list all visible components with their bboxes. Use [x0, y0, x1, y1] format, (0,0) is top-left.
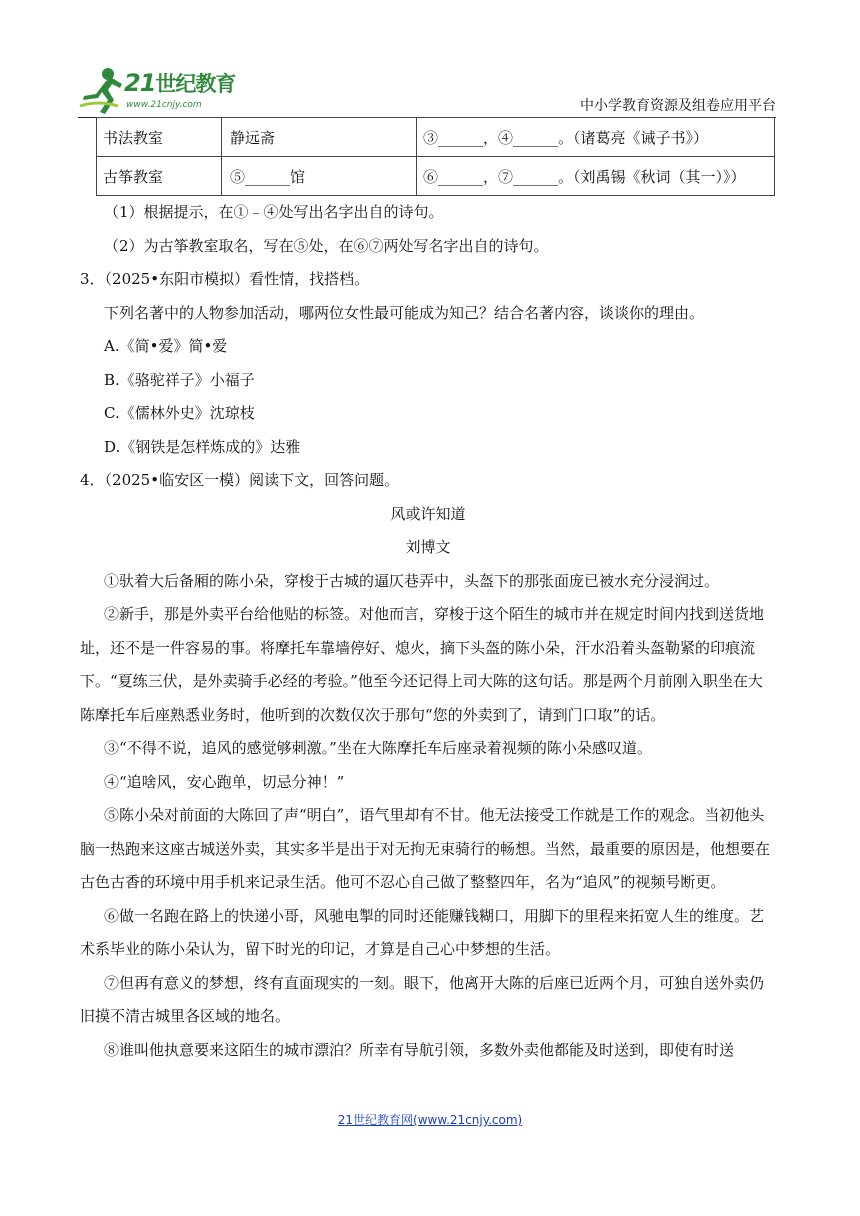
platform-name: 中小学教育资源及组卷应用平台	[580, 98, 776, 114]
room-cell: 古筝教室	[97, 157, 222, 196]
table-row	[97, 157, 775, 196]
site-logo	[78, 64, 253, 116]
article-paragraph: ②新手，那是外卖平台给他贴的标签。对他而言，穿梭于这个陌生的城市并在规定时间内找到送货地址，还不是一件容易的事。将摩托车靠墙停好、熄火，摘下头盔的陈小朵，汗水沿着头盔勒紧的印痕流下。“夏练三伏，是外卖骑手必经的考验。”他至今还记得上司大陈的这句话。那是两个月前刚入职坐在大陈摩托车后座熟悉业务时，他听到的次数仅次于那句“您的外卖到了，请到门口取”的话。	[80, 605, 765, 724]
option-a: A.《简•爱》简•爱	[104, 337, 228, 355]
article-paragraph: ③“不得不说，追风的感觉够刺激。”坐在大陈摩托车后座录着视频的陈小朵感叹道。	[104, 739, 652, 757]
article-paragraph: ⑥做一名跑在路上的快递小哥，风驰电掣的同时还能赚钱糊口，用脚下的里程来拓宽人生的维度。艺术系毕业的陈小朵认为，留下时光的印记，才算是自己心中梦想的生活。	[80, 906, 765, 958]
article-author: 刘博文	[405, 538, 451, 556]
article-paragraph: ⑦但再有意义的梦想，终有直面现实的一刻。眼下，他离开大陈的后座已近两个月，可独自送外卖仍旧摸不清古城里各区域的地名。	[80, 973, 765, 1025]
verse-cell: ③______，④______。（诸葛亮《诫子书》）	[417, 118, 775, 157]
question-4-title: 4．（2025•临安区一模）阅读下文，回答问题。	[80, 471, 400, 489]
option-b: B.《骆驼祥子》小福子	[104, 370, 255, 389]
question-2-part-2: （2）为古筝教室取名，写在⑤处，在⑥⑦两处写名字出自的诗句。	[104, 236, 549, 255]
page-header	[78, 64, 778, 116]
question-3-stem: 下列名著中的人物参加活动，哪两位女性最可能成为知己？结合名著内容，谈谈你的理由。	[104, 303, 705, 322]
classroom-naming-table	[96, 117, 775, 196]
footer-link[interactable]: 21世纪教育网(www.21cnjy.com)	[337, 1113, 523, 1127]
article-paragraph: ⑤陈小朵对前面的大陈回了声“明白”，语气里却有不甘。他无法接受工作就是工作的观念。当初他头脑一热跑来这座古城送外卖，其实多半是出于对无拘无束骑行的畅想。当然，最重要的原因是，他想要在古色古香的环境中用手机来记录生活。他可不忍心自己做了整整四年，名为“追风”的视频号断更。	[80, 806, 771, 891]
logo-chinese: 世纪教育	[155, 72, 236, 96]
article-paragraph: ①驮着大后备厢的陈小朵，穿梭于古城的逼仄巷弄中，头盔下的那张面庞已被水充分浸润过。	[104, 571, 720, 590]
table-row	[97, 118, 775, 157]
question-2-part-1: （1）根据提示，在①﹣④处写出名字出自的诗句。	[104, 203, 444, 221]
option-d: D.《钢铁是怎样炼成的》达雅	[104, 437, 301, 456]
name-cell: 静远斋	[222, 118, 417, 157]
verse-cell: ⑥______，⑦______。（刘禹锡《秋词（其一）》）	[417, 157, 775, 196]
option-c: C.《儒林外史》沈琼枝	[104, 404, 255, 422]
logo-wordmark	[124, 68, 235, 98]
question-3-title: 3．（2025•东阳市模拟）看性情，找搭档。	[80, 270, 370, 288]
article-paragraph: ④“追啥风，安心跑单，切忌分神！”	[104, 772, 345, 791]
article-title: 风或许知道	[390, 504, 466, 523]
logo-number: 21	[124, 69, 156, 97]
room-cell: 书法教室	[97, 118, 222, 157]
article-paragraph: ⑧谁叫他执意要来这陌生的城市漂泊？所幸有导航引领，多数外卖他都能及时送到，即使有时送	[104, 1040, 735, 1059]
name-cell: ⑤______馆	[222, 157, 417, 196]
document-body	[80, 196, 776, 1067]
runner-logo-icon	[78, 66, 124, 116]
logo-url: www.21cnjy.com	[126, 100, 202, 110]
